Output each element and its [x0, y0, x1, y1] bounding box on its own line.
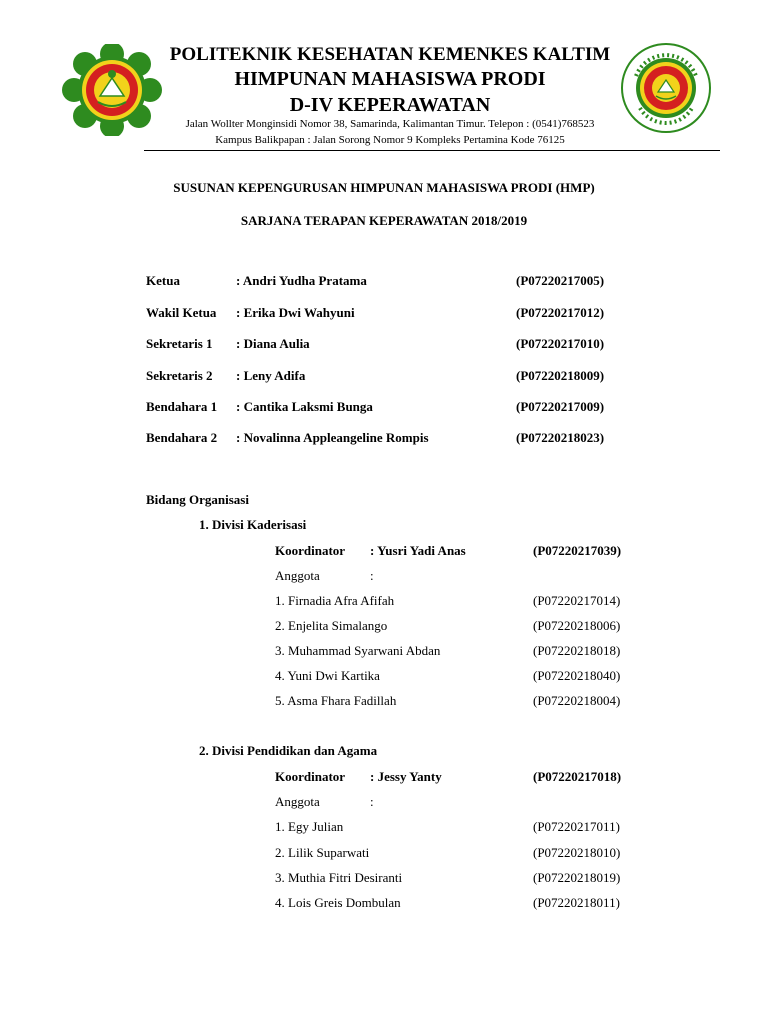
header-institution: POLITEKNIK KESEHATAN KEMENKES KALTIM	[169, 44, 611, 65]
member-name: 4. Lois Greis Dombulan	[275, 895, 401, 910]
member-nim: (P07220218019)	[533, 870, 621, 885]
member-nim: (P07220218011)	[533, 895, 620, 910]
document-subtitle: SARJANA TERAPAN KEPERAWATAN 2018/2019	[240, 213, 528, 228]
officer-name: : Erika Dwi Wahyuni	[236, 305, 355, 320]
officer-role: Ketua	[146, 273, 180, 288]
members-colon: :	[370, 568, 374, 583]
coordinator-label: Koordinator	[275, 543, 346, 558]
member-nim: (P07220217011)	[533, 819, 620, 834]
officer-role: Sekretaris 1	[146, 336, 213, 351]
officer-nim: (P07220217009)	[516, 399, 605, 414]
officer-name: : Andri Yudha Pratama	[236, 273, 367, 288]
officer-nim: (P07220217012)	[516, 305, 605, 320]
header-organization: HIMPUNAN MAHASISWA PRODI	[234, 68, 546, 90]
officer-role: Bendahara 1	[146, 399, 218, 414]
officer-name: : Diana Aulia	[236, 336, 310, 351]
member-nim: (P07220218010)	[533, 845, 621, 860]
member-nim: (P07220218040)	[533, 668, 621, 683]
members-colon: :	[370, 794, 374, 809]
member-nim: (P07220218004)	[533, 693, 621, 708]
hmp-logo	[614, 40, 718, 136]
officer-role: Sekretaris 2	[146, 368, 213, 383]
coordinator-nim: (P07220217018)	[533, 769, 622, 784]
coordinator-name: : Jessy Yanty	[370, 769, 442, 784]
officer-name: : Leny Adifa	[236, 368, 306, 383]
officer-nim: (P07220217010)	[516, 336, 605, 351]
member-name: 2. Lilik Suparwati	[275, 845, 370, 860]
header-address: Jalan Wollter Monginsidi Nomor 38, Samarinda, Kalimantan Timur. Telepon : (0541)768523	[185, 118, 595, 130]
member-name: 3. Muthia Fitri Desiranti	[275, 870, 403, 885]
officer-role: Wakil Ketua	[146, 305, 217, 320]
division-title: 1. Divisi Kaderisasi	[199, 517, 307, 532]
officer-role: Bendahara 2	[146, 430, 218, 445]
section-title: Bidang Organisasi	[146, 492, 249, 507]
officer-nim: (P07220218023)	[516, 430, 605, 445]
member-name: 5. Asma Fhara Fadillah	[275, 693, 397, 708]
member-name: 1. Egy Julian	[275, 819, 344, 834]
member-name: 1. Firnadia Afra Afifah	[275, 593, 395, 608]
document-title: SUSUNAN KEPENGURUSAN HIMPUNAN MAHASISWA PRODI (HMP)	[173, 180, 595, 195]
officer-name: : Novalinna Appleangeline Rompis	[236, 430, 429, 445]
header-campus-address: Kampus Balikpapan : Jalan Sorong Nomor 9 Kompleks Pertamina Kode 76125	[215, 134, 565, 146]
officer-nim: (P07220217005)	[516, 273, 605, 288]
header-program: D-IV KEPERAWATAN	[289, 94, 491, 116]
member-name: 2. Enjelita Simalango	[275, 618, 388, 633]
coordinator-nim: (P07220217039)	[533, 543, 622, 558]
coordinator-label: Koordinator	[275, 769, 346, 784]
officer-name: : Cantika Laksmi Bunga	[236, 399, 373, 414]
coordinator-name: : Yusri Yadi Anas	[370, 543, 466, 558]
member-nim: (P07220217014)	[533, 593, 621, 608]
members-label: Anggota	[275, 794, 320, 809]
members-label: Anggota	[275, 568, 320, 583]
member-nim: (P07220218018)	[533, 643, 621, 658]
member-name: 3. Muhammad Syarwani Abdan	[275, 643, 441, 658]
header-divider	[144, 150, 720, 151]
member-name: 4. Yuni Dwi Kartika	[275, 668, 380, 683]
member-nim: (P07220218006)	[533, 618, 621, 633]
division-title: 2. Divisi Pendidikan dan Agama	[199, 743, 378, 758]
officer-nim: (P07220218009)	[516, 368, 605, 383]
